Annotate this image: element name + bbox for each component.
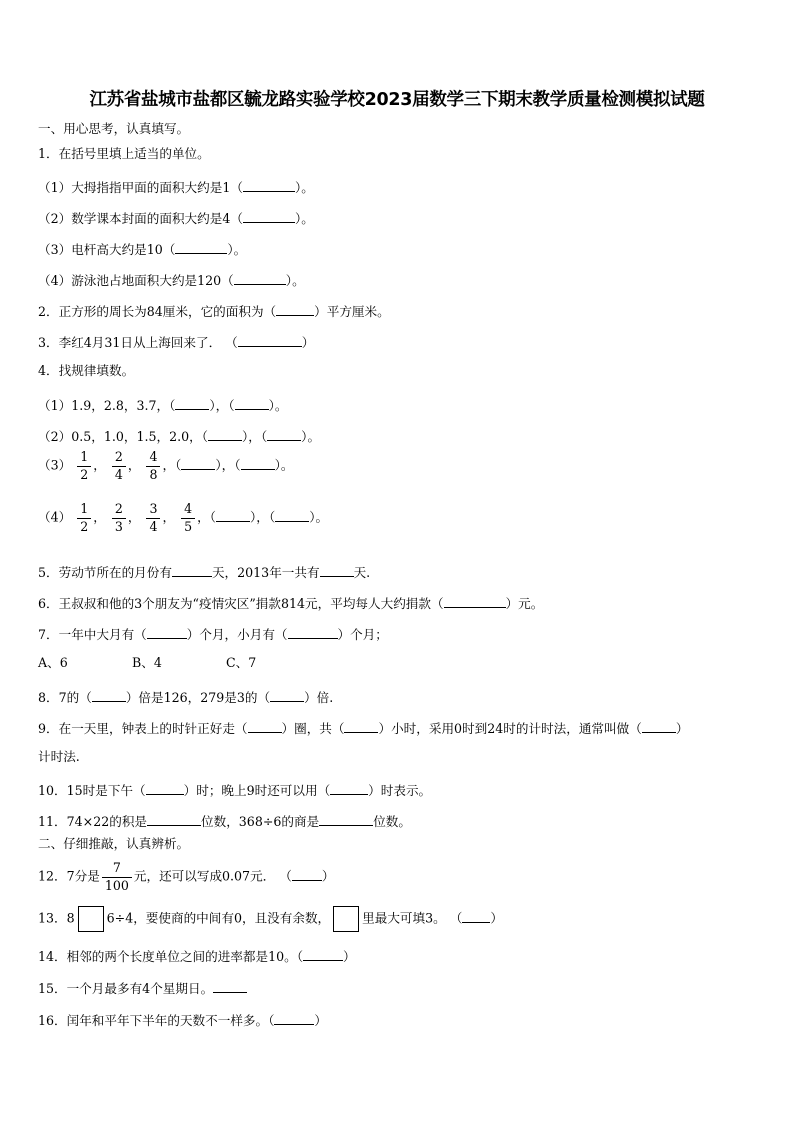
question-6: 6．王叔叔和他的3个朋友为“疫情灾区”捐款814元，平均每人大约捐款（ ）元。: [38, 596, 544, 611]
section-heading-1: 一、用心思考，认真填写。: [38, 121, 190, 136]
answer-blank[interactable]: [208, 428, 242, 441]
answer-blank[interactable]: [213, 980, 247, 993]
answer-blank[interactable]: [147, 813, 201, 826]
question-1-sub-1: （1）大拇指指甲面的面积大约是1（ ）。: [38, 180, 314, 195]
answer-blank[interactable]: [292, 868, 322, 881]
question-11: 11．74×22的积是 位数，368÷6的商是 位数。: [38, 814, 411, 829]
question-4-sub-1: （1）1.9，2.8，3.7，（ ），（ ）。: [38, 398, 288, 413]
question-4-sub-3: （3） $\frac{1}{2}$ ， $\frac{2}{4}$ ， $\frac{4}{8}$ ，（ ），（ ）。: [38, 449, 294, 482]
fraction: $\frac{4}{8}$: [146, 451, 160, 481]
fraction: $\frac{7}{100}$: [102, 862, 132, 892]
question-10: 10．15时是下午（ ）时；晚上9时还可以用（ ）时表示。: [38, 783, 432, 798]
question-9-cont: 计时法.: [38, 749, 80, 764]
question-16: 16．闰年和平年下半年的天数不一样多。（ ）: [38, 1013, 328, 1028]
fraction: $\frac{1}{2}$: [77, 503, 91, 533]
answer-blank[interactable]: [642, 720, 676, 733]
answer-blank[interactable]: [175, 241, 227, 254]
option-a[interactable]: A、6: [38, 655, 68, 670]
answer-blank[interactable]: [303, 948, 343, 961]
question-4-sub-4: （4） $\frac{1}{2}$ ， $\frac{2}{3}$ ， $\frac{3}{4}$ ， $\frac{4}{5}$ ，（ ），（ ）。: [38, 501, 329, 534]
fraction: $\frac{3}{4}$: [146, 503, 160, 533]
digit-box[interactable]: [78, 906, 104, 932]
answer-blank[interactable]: [462, 910, 490, 923]
answer-blank[interactable]: [181, 457, 215, 470]
fraction: $\frac{1}{2}$: [77, 451, 91, 481]
answer-blank[interactable]: [276, 303, 314, 316]
answer-blank[interactable]: [319, 813, 373, 826]
answer-blank[interactable]: [243, 210, 295, 223]
section-heading-2: 二、仔细推敲，认真辨析。: [38, 836, 190, 851]
answer-blank[interactable]: [270, 689, 304, 702]
answer-blank[interactable]: [267, 428, 301, 441]
question-1-sub-2: （2）数学课本封面的面积大约是4（ ）。: [38, 211, 314, 226]
question-3: 3．李红4月31日从上海回来了． （ ）: [38, 335, 315, 350]
question-14: 14．相邻的两个长度单位之间的进率都是10。（ ）: [38, 949, 356, 964]
fraction: $\frac{4}{5}$: [181, 503, 195, 533]
question-1-sub-4: （4）游泳池占地面积大约是120（ ）。: [38, 273, 305, 288]
answer-blank[interactable]: [344, 720, 378, 733]
question-15: 15．一个月最多有4个星期日。: [38, 980, 247, 996]
answer-blank[interactable]: [274, 1012, 314, 1025]
answer-blank[interactable]: [330, 782, 368, 795]
answer-blank[interactable]: [172, 564, 212, 577]
answer-blank[interactable]: [241, 457, 275, 470]
answer-blank[interactable]: [147, 626, 187, 639]
answer-blank[interactable]: [275, 509, 309, 522]
answer-blank[interactable]: [288, 626, 338, 639]
option-c[interactable]: C、7: [226, 655, 257, 670]
fraction: $\frac{2}{4}$: [112, 451, 126, 481]
question-12: 12．7分是 $\frac{7}{100}$ 元，还可以写成0.07元． （ ）: [38, 860, 335, 893]
answer-blank[interactable]: [92, 689, 126, 702]
answer-blank[interactable]: [238, 334, 302, 347]
answer-blank[interactable]: [243, 179, 295, 192]
question-7-options: [38, 657, 256, 670]
answer-blank[interactable]: [444, 595, 506, 608]
option-b[interactable]: B、4: [132, 655, 162, 670]
answer-blank[interactable]: [146, 782, 184, 795]
question-1-stem: 1．在括号里填上适当的单位。: [38, 146, 210, 161]
answer-blank[interactable]: [320, 564, 354, 577]
question-1-sub-3: （3）电杆高大约是10（ ）。: [38, 242, 247, 257]
answer-blank[interactable]: [216, 509, 250, 522]
answer-blank[interactable]: [235, 397, 269, 410]
digit-box[interactable]: [333, 906, 359, 932]
answer-blank[interactable]: [175, 397, 209, 410]
answer-blank[interactable]: [248, 720, 282, 733]
question-7: 7．一年中大月有（ ）个月，小月有（ ）个月；: [38, 627, 388, 642]
fraction: $\frac{2}{3}$: [112, 503, 126, 533]
question-4-stem: 4．找规律填数。: [38, 363, 135, 378]
answer-blank[interactable]: [234, 272, 286, 285]
question-9: 9．在一天里，钟表上的时针正好走（ ）圈，共（ ）小时，采用0时到24时的计时法，通常叫做（ ）: [38, 721, 689, 736]
question-13: 13．8 6÷4，要使商的中间有0，且没有余数， 里最大可填3。 （ ）: [38, 906, 503, 932]
question-2: 2．正方形的周长为84厘米，它的面积为（ ）平方厘米。: [38, 304, 390, 319]
question-8: 8．7的（ ）倍是126，279是3的（ ）倍.: [38, 690, 334, 705]
question-4-sub-2: （2）0.5，1.0，1.5，2.0，（ ），（ ）。: [38, 429, 321, 444]
page-title: 江苏省盐城市盐都区毓龙路实验学校2023届数学三下期末教学质量检测模拟试题: [89, 90, 705, 110]
question-5: 5．劳动节所在的月份有 天，2013年一共有 天.: [38, 565, 371, 580]
